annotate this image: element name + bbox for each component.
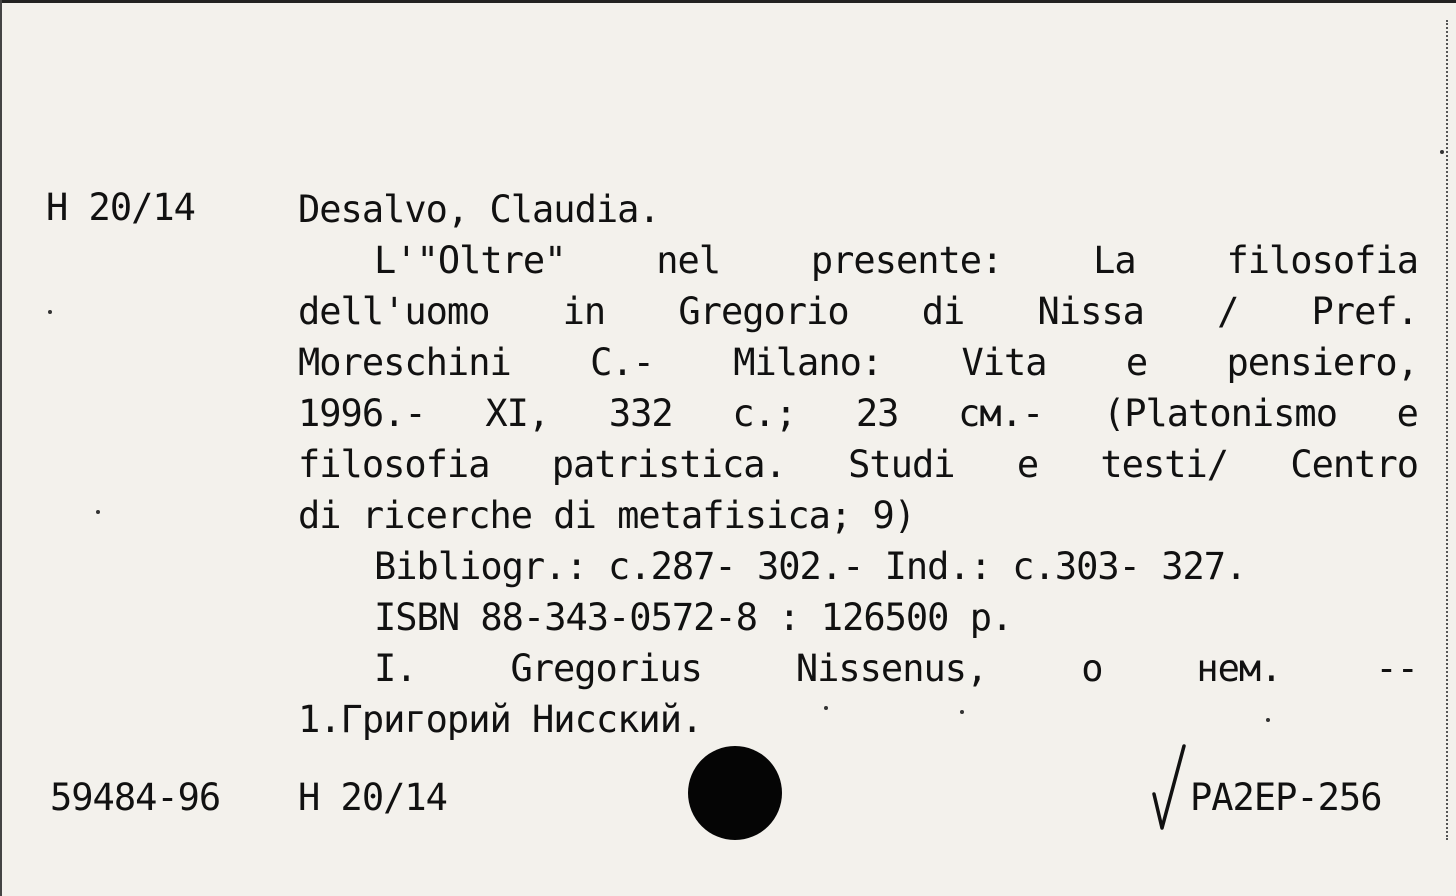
author-line: Desalvo, Claudia. (298, 188, 660, 231)
ink-speck (1440, 150, 1444, 154)
shelf-mark-top: H 20/14 (46, 186, 195, 229)
bibliographic-entry (298, 184, 1418, 745)
isbn-line: ISBN 88-343-0572-8 : 126500 р. (374, 596, 1013, 639)
card-left-edge (0, 0, 2, 896)
card-code: PA2EP-256 (1190, 776, 1382, 819)
ink-speck (824, 706, 828, 710)
publication-line: Moreschini C.- Milano: Vita e pensiero, (298, 341, 1418, 384)
title-line-1: L'"Oltre" nel presente: La filosofia (374, 239, 1418, 282)
ink-speck (960, 710, 964, 714)
ink-speck (96, 510, 100, 514)
check-mark-icon (1150, 740, 1186, 832)
card-top-edge (0, 0, 1456, 3)
subject-line: 1.Григорий Нисский. (298, 698, 703, 741)
punch-hole (688, 746, 782, 840)
physical-description-line: 1996.- XI, 332 c.; 23 см.- (Platonismo e (298, 392, 1418, 435)
card-right-edge (1446, 20, 1454, 840)
series-line: filosofia patristica. Studi e testi/ Centro (298, 443, 1418, 486)
ink-speck (48, 310, 52, 314)
ink-speck (1266, 718, 1270, 722)
shelf-mark-bottom: H 20/14 (298, 776, 447, 819)
added-entry-line: I. Gregorius Nissenus, о нем. -- (374, 647, 1418, 690)
accession-number: 59484-96 (50, 776, 221, 819)
series-line-end: di ricerche di metafisica; 9) (298, 494, 916, 537)
title-line-2: dell'uomo in Gregorio di Nissa / Pref. (298, 290, 1418, 333)
bibliography-note: Bibliogr.: c.287- 302.- Ind.: c.303- 327. (374, 545, 1247, 588)
